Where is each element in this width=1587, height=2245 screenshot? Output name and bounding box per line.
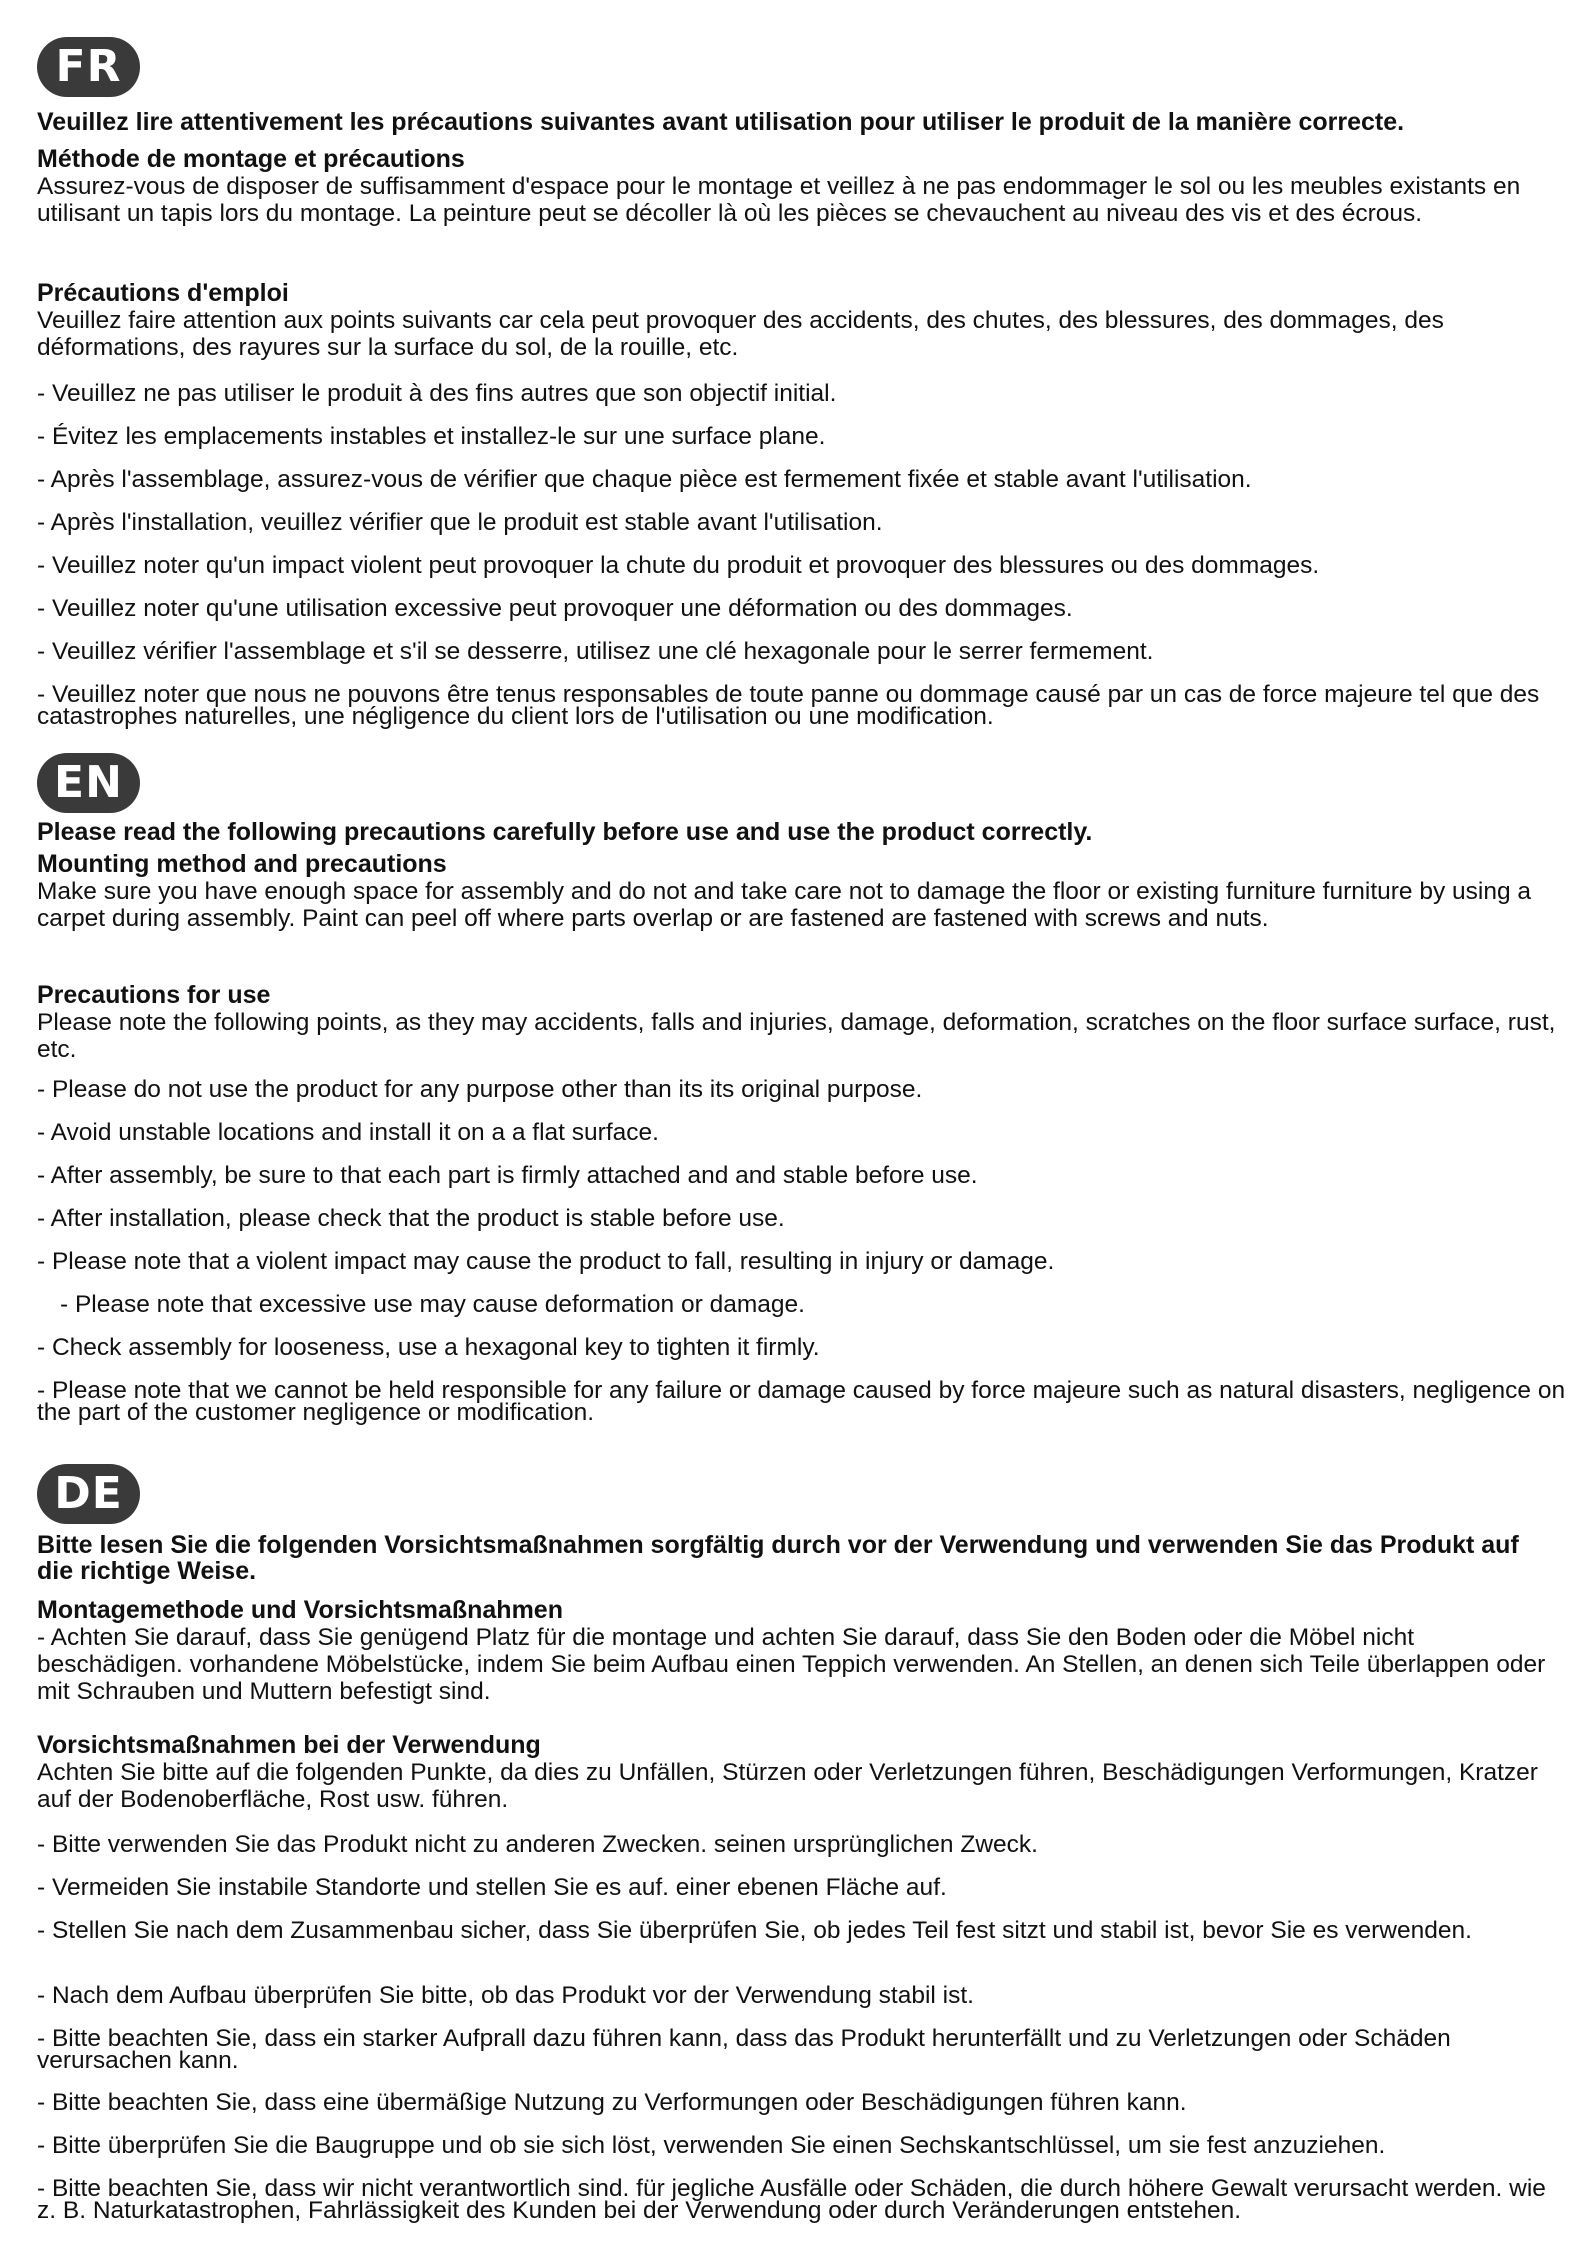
- en-use-heading: Precautions for use: [37, 981, 271, 1009]
- en-bullet-item: - Please do not use the product for any purpose other than its its original purpose.: [37, 1076, 923, 1103]
- de-bullet-item: - Bitte beachten Sie, dass wir nicht verantwortlich sind. für jegliche Ausfälle oder Schäden, die durch höhere Gewalt verursacht werden. wie z. B. Naturkatastrophen, Fahrlässigkeit des Kunden bei der Verwendung oder durch Veränderungen entstehen.: [37, 2175, 1546, 2224]
- en-bullet-item: - After installation, please check that the product is stable before use.: [37, 1205, 785, 1232]
- fr-bullet-item: - Après l'assemblage, assurez-vous de vérifier que chaque pièce est fermement fixée et stable avant l'utilisation.: [37, 466, 1252, 493]
- en-intro: Please read the following precautions carefully before use and use the product correctly.: [37, 818, 1093, 846]
- de-mount-text: - Achten Sie darauf, dass Sie genügend Platz für die montage und achten Sie darauf, dass Sie den Boden oder die Möbel nicht beschädigen. vorhandene Möbelstücke, indem Sie beim Aufbau einen Teppich verwenden. An Stellen, an denen sich Teile überlappen oder mit Schrauben und Muttern befestigt sind.: [37, 1624, 1546, 1705]
- en-bullet-item: - Please note that a violent impact may cause the product to fall, resulting in injury or damage.: [37, 1248, 1055, 1275]
- de-mount-heading: Montagemethode und Vorsichtsmaßnahmen: [37, 1596, 563, 1624]
- fr-bullet-item: - Veuillez noter qu'un impact violent peut provoquer la chute du produit et provoquer des blessures ou des dommages.: [37, 552, 1320, 579]
- fr-mount-heading: Méthode de montage et précautions: [37, 145, 465, 173]
- de-bullet-item: - Nach dem Aufbau überprüfen Sie bitte, ob das Produkt vor der Verwendung stabil ist.: [37, 1982, 974, 2009]
- fr-bullet-item: - Veuillez ne pas utiliser le produit à des fins autres que son objectif initial.: [37, 380, 837, 407]
- fr-bullet-item: - Évitez les emplacements instables et installez-le sur une surface plane.: [37, 423, 826, 450]
- fr-intro: Veuillez lire attentivement les précautions suivantes avant utilisation pour utiliser le produit de la manière correcte.: [37, 108, 1405, 136]
- fr-language-badge: FR: [37, 37, 140, 97]
- de-use-text: Achten Sie bitte auf die folgenden Punkte, da dies zu Unfällen, Stürzen oder Verletzungen führen, Beschädigungen Verformungen, Kratzer auf der Bodenoberfläche, Rost usw. führen.: [37, 1759, 1538, 1813]
- en-mount-text: Make sure you have enough space for assembly and do not and take care not to damage the floor or existing furniture furniture by using a carpet during assembly. Paint can peel off where parts overlap or are fastened are fastened with screws and nuts.: [37, 878, 1532, 932]
- de-intro: Bitte lesen Sie die folgenden Vorsichtsmaßnahmen sorgfältig durch vor der Verwendung und verwenden Sie das Produkt auf die richtige Weise.: [37, 1531, 1519, 1585]
- fr-use-text: Veuillez faire attention aux points suivants car cela peut provoquer des accidents, des chutes, des blessures, des dommages, des déformations, des rayures sur la surface du sol, de la rouille, etc.: [37, 307, 1444, 361]
- de-bullet-item: - Stellen Sie nach dem Zusammenbau sicher, dass Sie überprüfen Sie, ob jedes Teil fest sitzt und stabil ist, bevor Sie es verwenden.: [37, 1917, 1472, 1944]
- fr-use-heading: Précautions d'emploi: [37, 279, 289, 307]
- fr-bullet-item: - Veuillez noter que nous ne pouvons être tenus responsables de toute panne ou dommage causé par un cas de force majeure tel que des catastrophes naturelles, une négligence du client lors de l'utilisation ou une modification.: [37, 681, 1540, 730]
- en-bullet-item: - Please note that excessive use may cause deformation or damage.: [60, 1291, 805, 1318]
- fr-bullet-item: - Veuillez noter qu'une utilisation excessive peut provoquer une déformation ou des dommages.: [37, 595, 1073, 622]
- en-mount-heading: Mounting method and precautions: [37, 850, 447, 878]
- en-use-text: Please note the following points, as they may accidents, falls and injuries, damage, deformation, scratches on the floor surface surface, rust, etc.: [37, 1009, 1556, 1063]
- en-language-badge: EN: [37, 753, 140, 813]
- fr-bullet-item: - Veuillez vérifier l'assemblage et s'il se desserre, utilisez une clé hexagonale pour le serrer fermement.: [37, 638, 1154, 665]
- fr-bullet-item: - Après l'installation, veuillez vérifier que le produit est stable avant l'utilisation.: [37, 509, 883, 536]
- en-bullet-item: - Check assembly for looseness, use a hexagonal key to tighten it firmly.: [37, 1334, 820, 1361]
- de-use-heading: Vorsichtsmaßnahmen bei der Verwendung: [37, 1731, 541, 1759]
- fr-mount-text: Assurez-vous de disposer de suffisamment d'espace pour le montage et veillez à ne pas endommager le sol ou les meubles existants en utilisant un tapis lors du montage. La peinture peut se décoller là où les pièces se chevauchent au niveau des vis et des écrous.: [37, 173, 1521, 227]
- de-bullet-item: - Bitte verwenden Sie das Produkt nicht zu anderen Zwecken. seinen ursprünglichen Zweck.: [37, 1831, 1038, 1858]
- de-bullet-item: - Bitte überprüfen Sie die Baugruppe und ob sie sich löst, verwenden Sie einen Sechskantschlüssel, um sie fest anzuziehen.: [37, 2132, 1386, 2159]
- en-bullet-item: - Please note that we cannot be held responsible for any failure or damage caused by force majeure such as natural disasters, negligence on the part of the customer negligence or modification.: [37, 1377, 1566, 1426]
- en-bullet-item: - Avoid unstable locations and install it on a a flat surface.: [37, 1119, 659, 1146]
- de-bullet-item: - Vermeiden Sie instabile Standorte und stellen Sie es auf. einer ebenen Fläche auf.: [37, 1874, 947, 1901]
- de-bullet-item: - Bitte beachten Sie, dass ein starker Aufprall dazu führen kann, dass das Produkt herunterfällt und zu Verletzungen oder Schäden verursachen kann.: [37, 2025, 1451, 2074]
- en-bullet-item: - After assembly, be sure to that each part is firmly attached and and stable before use.: [37, 1162, 978, 1189]
- de-language-badge: DE: [37, 1464, 140, 1524]
- de-bullet-item: - Bitte beachten Sie, dass eine übermäßige Nutzung zu Verformungen oder Beschädigungen führen kann.: [37, 2089, 1187, 2116]
